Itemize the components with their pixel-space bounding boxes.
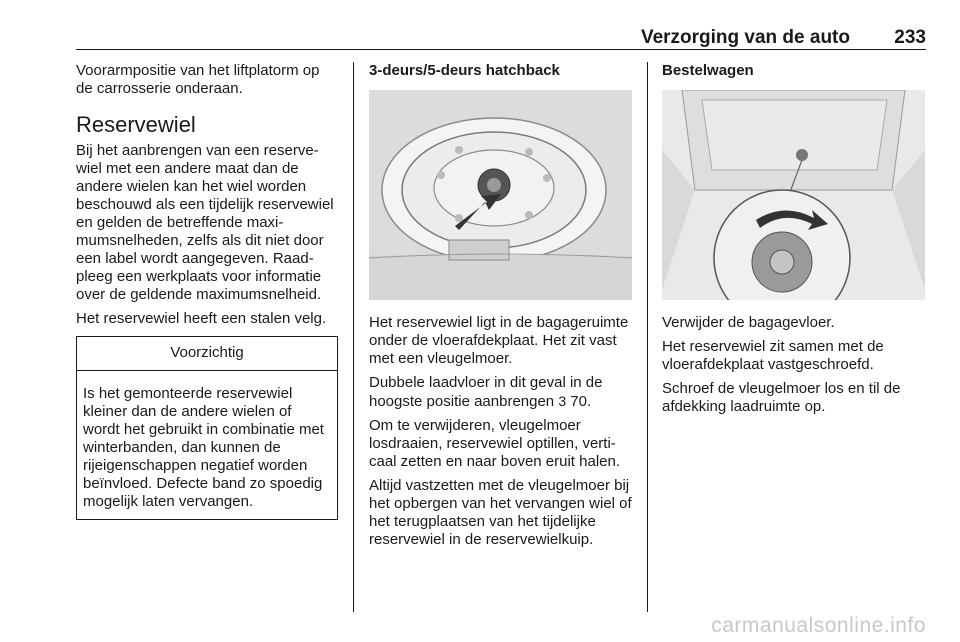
column-divider xyxy=(647,62,648,612)
paragraph: Verwijder de bagagevloer. xyxy=(662,314,835,331)
intro-text: Voorarmpositie van het liftplatorm op de carrosserie onderaan. xyxy=(76,62,320,97)
page-number: 233 xyxy=(894,27,926,48)
spare-wheel-hatchback-illustration xyxy=(369,90,632,300)
paragraph: Om te verwijderen, vleugelmoer losdraaien, reservewiel optillen, verticaal zetten en naar boven eruit halen. xyxy=(369,417,621,470)
column-divider xyxy=(353,62,354,612)
paragraph: Schroef de vleugelmoer los en til de afdekking laadruimte op. xyxy=(662,380,901,415)
caution-text: Is het gemonteerde reservewiel kleiner dan de andere wielen of wordt het gebruikt in combinatie met winterbanden, dan kunnen de rijeigenschappen negatief worden beïnvloed. Defecte band zo spoedig mogelijk laten vervangen. xyxy=(83,385,324,510)
column-right xyxy=(662,62,926,422)
subsection-heading: 3-deurs/5-deurs hatchback xyxy=(369,62,560,79)
column-middle xyxy=(369,62,632,555)
paragraph: Het reservewiel heeft een stalen velg. xyxy=(76,310,327,327)
paragraph: Bij het aanbrengen van een reservewiel met een andere maat dan de andere wielen kan het wiel worden beschouwd als een tijdelijk reservewiel en gelden de betreffende maximumsnelheden, zelfs als dit niet door een label wordt aangegeven. Raadpleeg een werkplaats voor informatie over de geldende maximumsnelheid. xyxy=(76,142,334,303)
watermark-text: carmanualsonline.info xyxy=(711,614,926,637)
caution-box xyxy=(76,336,338,520)
page-header xyxy=(76,26,926,50)
cross-reference-icon: 3 xyxy=(558,393,567,409)
paragraph: Altijd vastzetten met de vleugelmoer bij het opbergen van het vervangen wiel of het terugplaatsen van het tijdelijke reservewiel in de reservewielkuip. xyxy=(369,477,632,548)
spare-wheel-van-illustration xyxy=(662,90,925,300)
column-left xyxy=(76,62,338,520)
caution-title: Voorzichtig xyxy=(77,337,337,371)
section-title: Verzorging van de auto xyxy=(640,27,850,48)
paragraph: Dubbele laadvloer in dit geval in de hoogste positie aanbrengen 3 70. xyxy=(369,374,603,410)
paragraph: Het reservewiel zit samen met de vloerafdekplaat vastgeschroefd. xyxy=(662,338,884,373)
paragraph: Het reservewiel ligt in de bagageruimte onder de vloerafdekplaat. Het zit vast met een vleugelmoer. xyxy=(369,314,629,367)
subsection-heading: Bestelwagen xyxy=(662,62,754,79)
section-heading: Reservewiel xyxy=(76,112,196,137)
